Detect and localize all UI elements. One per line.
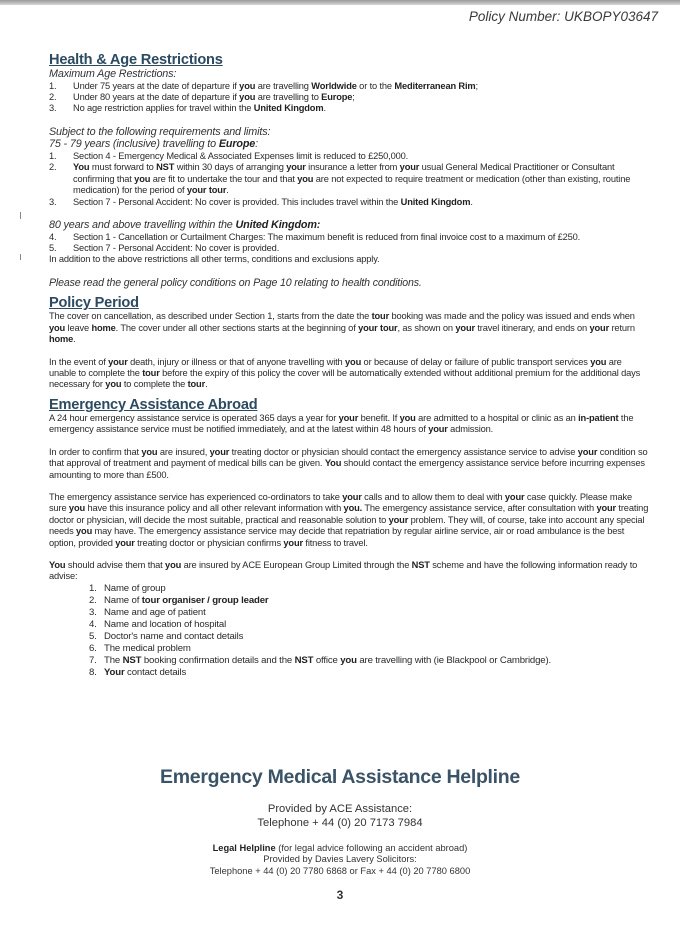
scan-top-border <box>0 0 680 5</box>
list-number: 1. <box>89 582 97 594</box>
advise-info-list <box>49 583 649 679</box>
emphasis-text: tour <box>371 311 390 322</box>
emphasis-text: your <box>455 322 475 333</box>
emphasis-text: tour <box>142 368 160 379</box>
label-bold: United Kingdom: <box>235 219 321 232</box>
emphasis-text: your <box>115 537 135 548</box>
list-item <box>89 619 649 631</box>
paragraph <box>49 413 649 436</box>
uk-requirements-list <box>49 232 649 255</box>
text-run: treating doctor or physician, will decide the most suitable, practical and reasonable solution to <box>49 503 649 525</box>
emphasis-text: your tour <box>358 322 398 333</box>
page-number: 3 <box>336 888 344 902</box>
text-run: within 30 days of arranging <box>174 162 287 173</box>
list-number: 8. <box>89 666 97 678</box>
emphasis-text: your <box>589 322 610 333</box>
emphasis-text: you <box>141 446 158 457</box>
text-run: may have. The emergency assistance service may decide that repatriation by regular airline service, air or road ambulance is the best option, provided <box>49 526 625 548</box>
list-number: 3. <box>49 196 57 207</box>
list-number: 4. <box>89 618 97 630</box>
text-run: Name of group <box>104 582 166 594</box>
emphasis-text: your <box>338 412 359 423</box>
emphasis-text: tour organiser / group leader <box>141 594 269 606</box>
text-run: No age restriction applies for travel within the <box>73 103 254 114</box>
emphasis-text: your <box>283 537 303 548</box>
legal-helpline-desc: (for legal advice following an accident abroad) <box>275 843 468 853</box>
list-number: 2. <box>49 92 57 102</box>
text-run: are insured, <box>157 446 210 457</box>
emphasis-text: NST <box>411 559 430 570</box>
text-run: contact details <box>124 666 187 678</box>
legal-helpline-title <box>0 843 680 854</box>
text-run: are not expected to require treatment or medication (other than existing, routine medication) for the period of <box>73 173 631 196</box>
text-run: are travelling <box>255 80 312 91</box>
uk-age-label <box>49 219 649 232</box>
text-run: The <box>104 654 123 666</box>
document-body <box>49 52 649 679</box>
text-run: fitness to travel. <box>302 537 368 548</box>
list-item <box>49 243 649 254</box>
emphasis-text: You <box>324 458 342 469</box>
text-run: treating doctor or physician should contact the emergency assistance service to advise <box>229 446 578 457</box>
helpline-telephone: Telephone + 44 (0) 20 7173 7984 <box>257 816 423 829</box>
emphasis-text: Worldwide <box>311 80 357 91</box>
list-item <box>89 655 649 667</box>
label-text: 75 - 79 years (inclusive) travelling to <box>49 138 219 151</box>
text-run: ; <box>352 92 355 102</box>
text-run: leave <box>65 322 92 333</box>
text-run: . <box>323 103 326 114</box>
text-run: Section 1 - Cancellation or Curtailment Charges: The maximum benefit is reduced from final invoice cost to a maximum of £250. <box>73 231 581 242</box>
text-run: condition so that approval of treatment and payment of medical bills can be given. <box>49 446 648 469</box>
text-run: Name and age of patient <box>104 606 206 618</box>
text-run: admission. <box>447 424 494 435</box>
text-run: Under 75 years at the date of departure if <box>73 80 240 91</box>
policy-period-section <box>49 295 649 390</box>
paragraph <box>49 447 649 481</box>
emphasis-text: your <box>577 446 598 457</box>
text-run: problem. They will, of course, take into account any special needs <box>49 514 645 537</box>
text-run: In the event of <box>49 356 109 367</box>
list-item <box>49 162 649 196</box>
helpline-title: Emergency Medical Assistance Helpline <box>160 766 520 788</box>
emphasis-text: United Kingdom <box>253 103 324 114</box>
text-run: should advise them that <box>65 559 166 570</box>
section-heading: Policy Period <box>49 295 139 312</box>
text-run: booking was made and the policy was issued and ends when <box>389 311 635 322</box>
max-age-label: Maximum Age Restrictions: <box>49 68 177 80</box>
legal-helpline-label: Legal Helpline <box>212 843 276 853</box>
text-run: The cover on cancellation, as described under Section 1, starts from the date the <box>49 311 372 322</box>
emphasis-text: you <box>239 80 256 91</box>
text-run: are admitted to a hospital or clinic as an <box>415 412 579 423</box>
emphasis-text: your tour <box>186 185 227 196</box>
emphasis-text: you <box>68 503 86 514</box>
text-run: Doctor's name and contact details <box>104 630 244 642</box>
emphasis-text: You <box>49 559 66 570</box>
emphasis-text: tour <box>187 379 206 390</box>
emphasis-text: your <box>428 424 448 435</box>
text-run: . <box>226 185 229 196</box>
list-number: 5. <box>89 630 97 642</box>
section-heading: Emergency Assistance Abroad <box>49 396 258 413</box>
emphasis-text: your <box>399 162 420 173</box>
text-run: benefit. If <box>358 412 400 423</box>
text-run: are travelling to <box>255 92 322 102</box>
text-run: return <box>609 322 635 333</box>
text-run: have this insurance policy and all other relevant information with <box>85 503 344 514</box>
list-number: 7. <box>89 654 97 666</box>
provider-name: Provided by ACE Assistance: <box>267 803 413 815</box>
list-item <box>49 197 649 208</box>
list-number: 2. <box>89 594 97 606</box>
text-run: travel itinerary, and ends on <box>474 322 590 333</box>
paragraph <box>49 357 649 391</box>
text-run: The emergency assistance service, after consultation with <box>362 503 597 514</box>
emergency-assistance-section <box>49 397 649 679</box>
please-read-note: Please read the general policy conditions on Page 10 relating to health conditions. <box>49 276 422 289</box>
list-number: 5. <box>49 243 57 254</box>
emphasis-text: you <box>134 173 151 184</box>
emphasis-text: your <box>504 491 525 502</box>
text-run: . <box>73 334 76 345</box>
text-run: to complete the <box>121 379 188 390</box>
emphasis-text: you. <box>343 503 363 514</box>
text-run: treating doctor or physician confirms <box>134 537 284 548</box>
text-run: death, injury or illness or that of anyone travelling with <box>127 356 346 367</box>
text-run: Section 4 - Emergency Medical & Associated Expenses limit is reduced to £250,000. <box>73 151 409 161</box>
text-run: before the expiry of this policy the cover will be automatically extended without additional premium for the additional days necessary for <box>49 368 641 390</box>
text-run: , as shown on <box>397 322 456 333</box>
emphasis-text: Mediterranean Rim <box>394 80 476 91</box>
text-run: scheme and have the following information ready to advise: <box>49 559 638 582</box>
europe-age-label <box>49 138 649 151</box>
emphasis-text: You <box>73 162 90 173</box>
label-bold: Europe <box>218 138 256 151</box>
additional-note: In addition to the above restrictions all other terms, conditions and exclusions apply. <box>49 254 380 265</box>
list-number: 3. <box>49 103 57 114</box>
text-run: Name of <box>104 594 142 606</box>
emphasis-text: your <box>286 162 306 173</box>
emphasis-text: your <box>342 491 362 502</box>
list-item <box>89 667 649 679</box>
section-heading: Health & Age Restrictions <box>49 52 223 68</box>
text-run: Section 7 - Personal Accident: No cover is provided. <box>73 243 280 254</box>
list-number: 4. <box>49 231 57 242</box>
emphasis-text: Your <box>104 666 125 678</box>
text-run: should contact the emergency assistance service before incurring expenses amounting to more than £500. <box>49 458 645 480</box>
requirements-label: Subject to the following requirements and limits: <box>49 125 271 138</box>
list-item <box>49 151 649 162</box>
list-item <box>89 583 649 595</box>
text-run: calls and to allow them to deal with <box>361 491 505 502</box>
list-item <box>89 643 649 655</box>
text-run: are unable to complete the <box>49 356 622 379</box>
helpline-provider <box>0 803 680 830</box>
emphasis-text: Europe <box>321 92 353 102</box>
text-run: In order to confirm that <box>49 446 142 457</box>
label-text: : <box>255 138 258 151</box>
emphasis-text: you <box>105 379 122 390</box>
emphasis-text: United Kingdom <box>400 196 471 207</box>
list-item <box>89 631 649 643</box>
text-run: ; <box>475 80 478 91</box>
text-run: . <box>205 379 208 390</box>
legal-provider: Provided by Davies Lavery Solicitors: <box>263 854 417 865</box>
text-run: booking confirmation details and the <box>141 654 295 666</box>
emphasis-text: your <box>596 503 616 514</box>
text-run: case quickly. Please make sure <box>49 491 632 514</box>
list-item <box>89 607 649 619</box>
emphasis-text: home <box>49 334 74 345</box>
scan-margin-mark <box>20 212 21 219</box>
list-item <box>49 103 649 114</box>
list-item <box>49 92 649 103</box>
list-number: 2. <box>49 162 57 173</box>
emphasis-text: you <box>76 526 93 537</box>
europe-requirements-list <box>49 151 649 208</box>
scan-margin-mark <box>20 254 21 260</box>
emphasis-text: in-patient <box>578 412 619 423</box>
text-run: Name and location of hospital <box>104 618 227 630</box>
emphasis-text: you <box>590 356 607 367</box>
legal-contact: Telephone + 44 (0) 20 7780 6868 or Fax + 44 (0) 20 7780 6800 <box>209 865 471 876</box>
text-run: are travelling with (ie Blackpool or Cambridge). <box>356 654 552 666</box>
emphasis-text: you <box>165 559 182 570</box>
max-age-list <box>49 81 649 115</box>
text-run: The emergency assistance service has experienced co-ordinators to take <box>49 491 343 502</box>
text-run: Under 80 years at the date of departure if <box>73 92 240 102</box>
text-run: . The cover under all other sections starts at the beginning of <box>115 322 359 333</box>
text-run: . <box>470 196 473 207</box>
emphasis-text: NST <box>294 654 314 666</box>
list-item <box>89 595 649 607</box>
emphasis-text: you <box>49 322 66 333</box>
emphasis-text: you <box>345 356 362 367</box>
list-number: 6. <box>89 642 97 654</box>
text-run: the emergency assistance service must be notified immediately, and at the latest within 48 hours of <box>49 412 634 435</box>
paragraph <box>49 311 649 345</box>
text-run: are insured by ACE European Group Limited through the <box>181 559 412 570</box>
label-text: 80 years and above travelling within the <box>49 219 236 232</box>
text-run: insurance a letter from <box>305 162 400 173</box>
emphasis-text: you <box>297 173 314 184</box>
emphasis-text: you <box>399 412 416 423</box>
paragraph <box>49 560 649 583</box>
emphasis-text: your <box>209 446 230 457</box>
text-run: The medical problem <box>104 642 191 654</box>
text-run: A 24 hour emergency assistance service is operated 365 days a year for <box>49 412 339 423</box>
emphasis-text: your <box>388 514 409 525</box>
emphasis-text: NST <box>156 162 175 173</box>
text-run: or to the <box>356 80 395 91</box>
list-item <box>49 232 649 243</box>
text-run: Section 7 - Personal Accident: No cover is provided. This includes travel within the <box>73 196 401 207</box>
emphasis-text: you <box>340 654 357 666</box>
list-number: 1. <box>49 151 57 161</box>
text-run: must forward to <box>89 162 157 173</box>
emphasis-text: NST <box>122 654 142 666</box>
text-run: are fit to undertake the tour and that <box>150 173 298 184</box>
list-number: 3. <box>89 606 97 618</box>
paragraph <box>49 492 649 549</box>
text-run: usual General Medical Practitioner or Consultant confirming that <box>73 162 615 184</box>
policy-number: Policy Number: UKBOPY03647 <box>468 9 658 24</box>
legal-helpline <box>0 843 680 877</box>
emphasis-text: home <box>91 322 116 333</box>
emphasis-text: you <box>239 92 256 102</box>
health-age-restrictions-section <box>49 52 649 289</box>
emphasis-text: your <box>108 356 128 367</box>
text-run: or because of delay or failure of public transport services <box>361 356 591 367</box>
list-item <box>49 81 649 92</box>
text-run: office <box>313 654 341 666</box>
list-number: 1. <box>49 80 57 91</box>
